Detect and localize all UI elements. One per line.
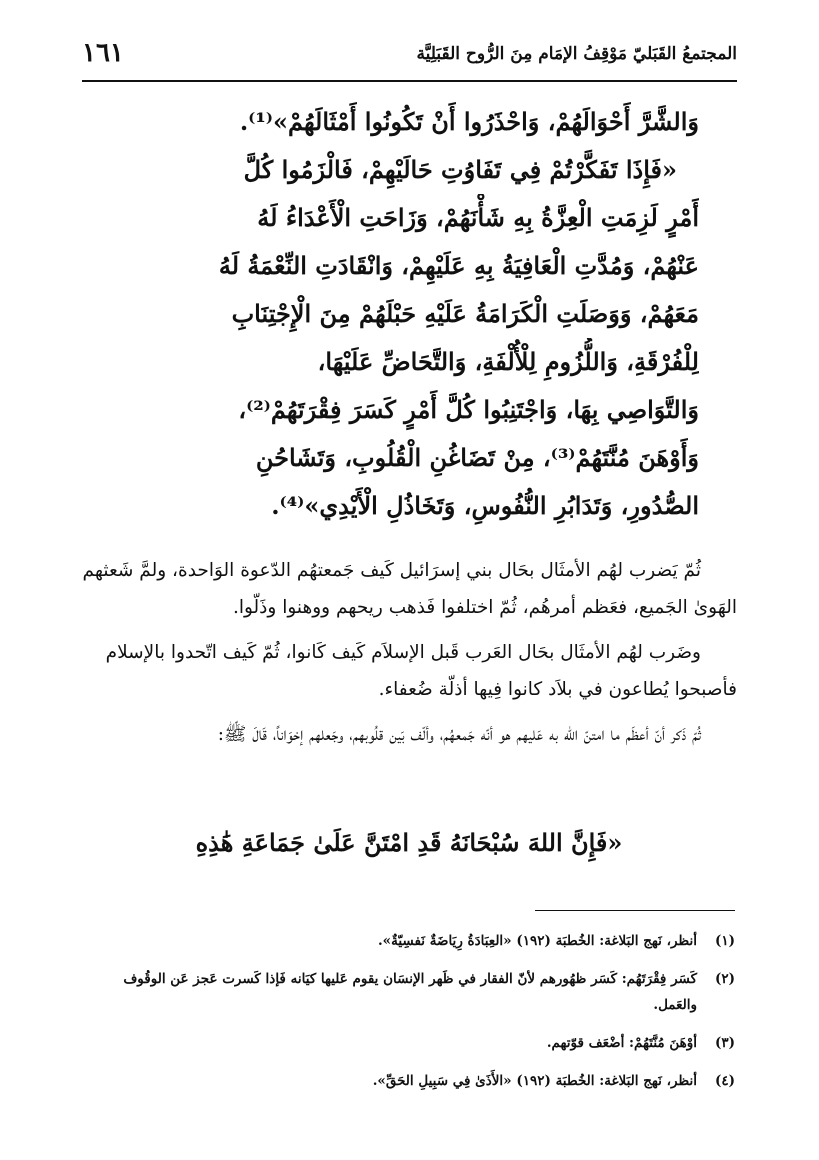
header-rule: [82, 80, 737, 82]
footnote: [80, 928, 735, 954]
quote-line: عَنْهُمْ، وَمُدَّتِ الْعَافِيَةُ بِهِ عَلَيْهِمْ، وَانْقَادَتِ النِّعْمَةُ لَهُ: [218, 251, 699, 280]
quote-line: أَمْرٍ لَزِمَتِ الْعِزَّةُ بِهِ شَأْنَهُمْ، وَزَاحَتِ الْأَعْدَاءُ لَهُ: [257, 203, 699, 232]
footnote-text: أنظر، نَهج البَلاغة: الخُطبَة (١٩٢) «العِبَادَةُ رِيَاضَةٌ نَفسِيّةٌ».: [377, 933, 697, 949]
commentary-paragraph: وضَرب لهُم الأمثَال بحَال العَرب قَبل الإسلاَم كَيف كَانوا، ثُمّ كَيف اتّحدوا بالإسلام فأصبحوا يُطاعون في بلاَد كانوا فِيها أذلّة ضُعفاء.: [105, 642, 737, 700]
quote-line: لِلْفُرْقَةِ، وَاللُّزُومِ لِلْأُلْفَةِ، وَالتَّحَاضِّ عَلَيْهَا،: [317, 347, 699, 376]
footnote-text: أوْهَنَ مُنَّتَهُمْ: أضْعَف قوّتهم.: [546, 1035, 697, 1051]
footnote: [80, 966, 735, 1018]
footnotes: [80, 928, 735, 1106]
quote-line: الصُّدُورِ، وَتَدَابُرِ النُّفُوسِ، وَتَخَاذُلِ الْأَيْدِي»⁽⁴⁾.: [271, 491, 699, 520]
footnote-text: كَسَر فِقْرَتَهُم: كَسَر ظهُورهم لأنّ الفقار في ظَهر الإنسَان يقوم عَليها كيَانه فَإذا كَسرت عَجز عَن الوقُوف والعَمل.: [123, 971, 697, 1013]
footnote-number: (٤): [714, 1073, 735, 1089]
running-title: المجتمعُ القَبَليّ مَوْقِفُ الإمَام مِنَ الرُّوح القَبَلِيَّة: [416, 44, 737, 64]
footnote-number: (٣): [714, 1035, 735, 1051]
quote-line: مَعَهُمْ، وَوَصَلَتِ الْكَرَامَةُ عَلَيْهِ حَبْلَهُمْ مِنَ الْإِجْتِنَابِ: [231, 299, 699, 328]
quote-line: «فَإِذَا تَفَكَّرْتُمْ فِي تَفَاوُتِ حَالَيْهِمْ، فَالْزَمُوا كُلَّ: [243, 155, 677, 184]
footnote-text: أنظر، نَهج البَلاغة: الخُطبَة (١٩٢) «الأَذَىٰ فِي سَبِيلِ الحَقِّ».: [372, 1073, 697, 1089]
quote-line: وَالتَّوَاصِي بِهَا، وَاجْتَنِبُوا كُلَّ أَمْرٍ كَسَرَ فِقْرَتَهُمْ⁽²⁾،: [238, 395, 699, 424]
commentary: [82, 552, 737, 761]
sermon-quote: [139, 98, 699, 530]
commentary-paragraph: ثُمّ ذَكر أنّ أعظَم ما امتنّ الله به عَليهم هو أنّه جَمعهُم، وألّف بَين قلُوبهم، وجَعلهم إخوَاناً، قَالَ ﷺ:: [217, 724, 701, 745]
quote-line: وَالشَّرَّ أَحْوَالَهُمْ، وَاحْذَرُوا أَنْ تَكُونُوا أَمْثَالَهُمْ»⁽¹⁾.: [239, 107, 699, 136]
footnote-number: (٢): [714, 971, 735, 987]
closing-quote-line: «فَإِنَّ اللهَ سُبْحَانَهُ قَدِ امْتَنَّ عَلَىٰ جَمَاعَةِ هَٰذِهِ: [195, 828, 623, 857]
footnote: [80, 1068, 735, 1094]
quote-line: وَأَوْهَنَ مُنَّتَهُمْ⁽³⁾، مِنْ تَضَاغُنِ الْقُلُوبِ، وَتَشَاحُنِ: [255, 443, 699, 472]
commentary-paragraph: ثُمّ يَضرب لهُم الأمثَال بحَال بني إسرَائيل كَيف جَمعتهُم الدّعوة الوَاحدة، ولمَّ شَعثهم الهَوىٰ الجَميع، فعَظم أمرهُم، ثُمّ اختلفوا فَذهب ريحهم ووهنوا وذَلّوا.: [82, 560, 737, 618]
footnote-number: (١): [714, 933, 735, 949]
footnote-rule: [535, 910, 735, 911]
footnote: [80, 1030, 735, 1056]
page-number: ١٦١: [82, 38, 124, 68]
